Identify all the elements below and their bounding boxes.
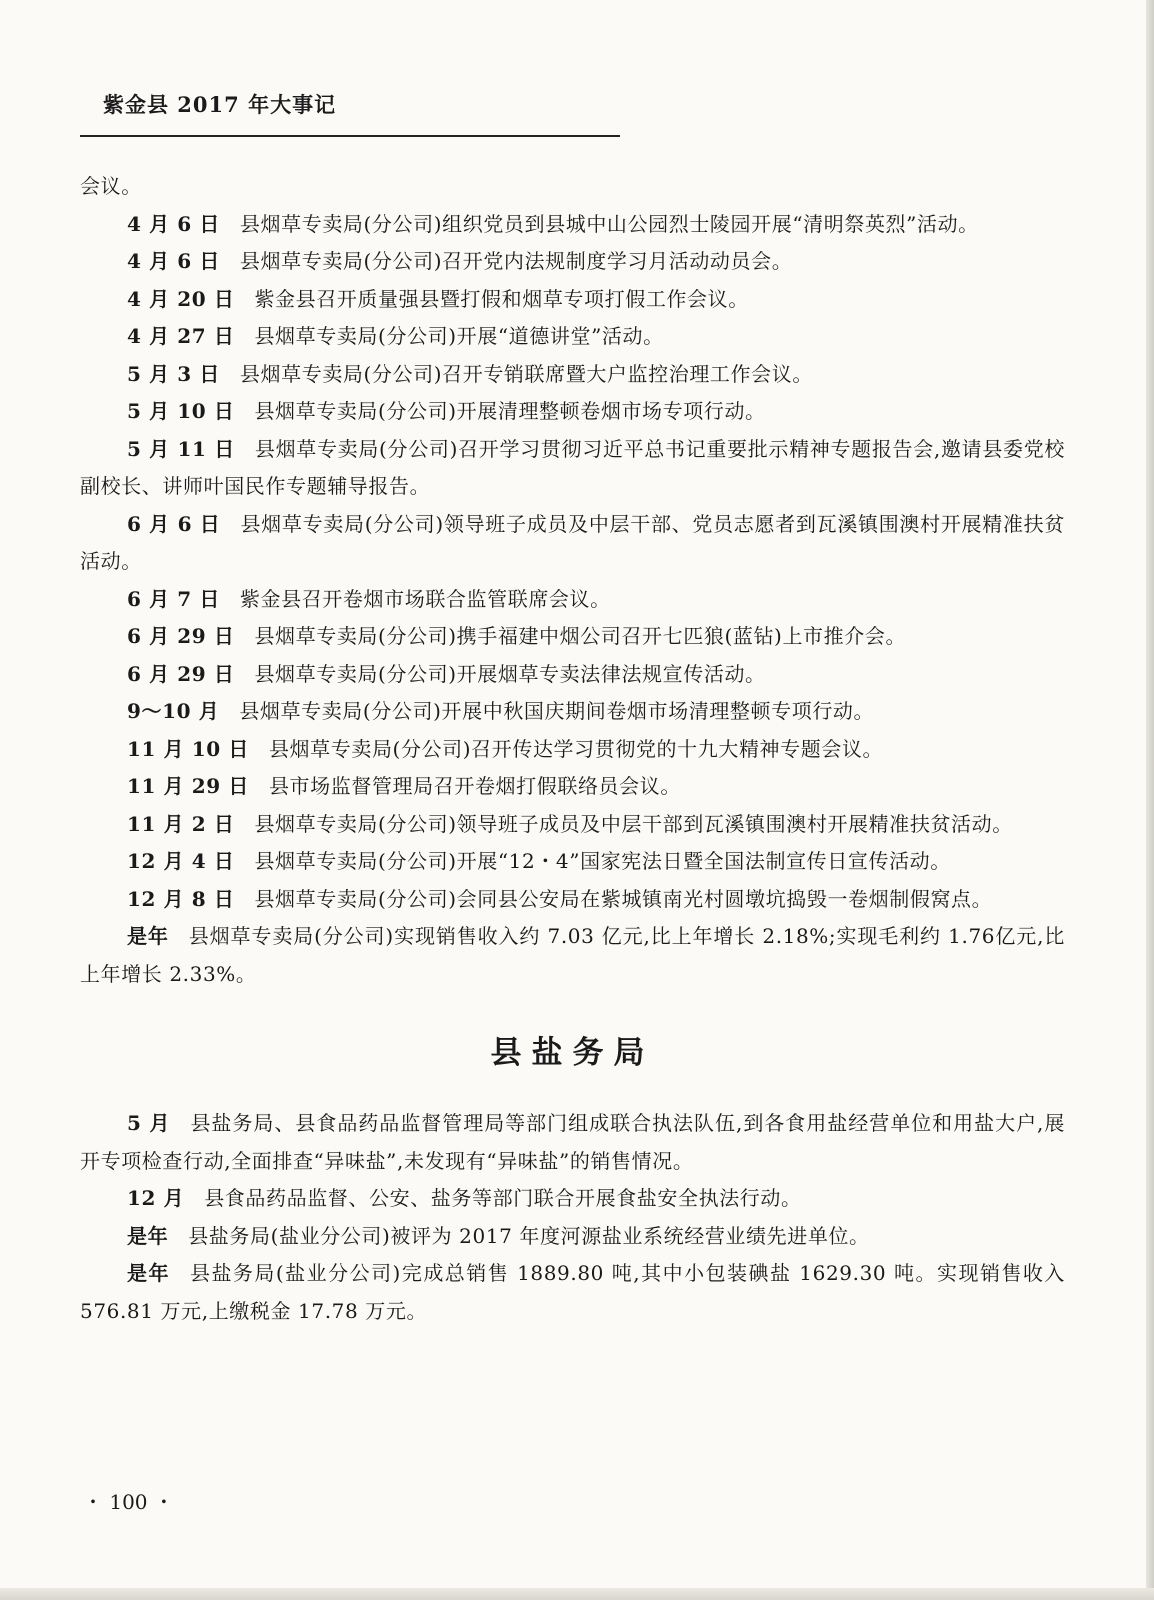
entry-text: 县烟草专卖局(分公司)开展“道德讲堂”活动。 xyxy=(254,324,664,348)
scan-edge-right xyxy=(1146,0,1154,1600)
entry-date: 是年 xyxy=(127,1261,170,1285)
entry-date: 6 月 29 日 xyxy=(127,661,235,686)
entry-date: 4 月 20 日 xyxy=(127,286,235,311)
entry-date: 6 月 29 日 xyxy=(127,624,235,648)
entry-text: 县烟草专卖局(分公司)开展烟草专卖法律法规宣传活动。 xyxy=(254,661,766,686)
entry-text: 紫金县召开质量强县暨打假和烟草专项打假工作会议。 xyxy=(254,286,749,311)
entry-date: 4 月 6 日 xyxy=(127,211,220,236)
entry-text: 县烟草专卖局(分公司)召开党内法规制度学习月活动动员会。 xyxy=(239,249,793,273)
entry-text: 县烟草专卖局(分公司)召开专销联席暨大户监控治理工作会议。 xyxy=(239,361,813,386)
entry-date: 11 月 29 日 xyxy=(127,774,249,798)
header-rule xyxy=(80,135,620,137)
entry-date: 6 月 6 日 xyxy=(127,511,221,536)
entry-text: 县烟草专卖局(分公司)开展清理整顿卷烟市场专项行动。 xyxy=(254,399,766,423)
entry-date: 5 月 xyxy=(127,1111,171,1135)
event-entry xyxy=(80,506,1065,581)
entry-date: 5 月 10 日 xyxy=(127,399,235,423)
entry-text: 县市场监督管理局召开卷烟打假联络员会议。 xyxy=(268,774,681,798)
entry-date: 12 月 4 日 xyxy=(127,849,235,873)
event-entry xyxy=(80,318,1065,356)
event-entry xyxy=(80,393,1065,431)
entry-continuation xyxy=(80,168,1065,206)
entry-text: 县食品药品监督、公安、盐务等部门联合开展食盐安全执法行动。 xyxy=(204,1186,802,1210)
event-entry xyxy=(80,243,1065,281)
entry-date: 12 月 xyxy=(127,1186,185,1210)
event-entry xyxy=(80,693,1065,731)
running-header-title: 紫金县 2017 年大事记 xyxy=(103,92,337,117)
entry-date: 4 月 27 日 xyxy=(127,324,235,348)
event-entry xyxy=(80,881,1065,919)
entry-text: 县烟草专卖局(分公司)领导班子成员及中层干部到瓦溪镇围澳村开展精准扶贫活动。 xyxy=(254,811,1013,836)
entry-text: 县烟草专卖局(分公司)召开学习贯彻习近平总书记重要批示精神专题报告会,邀请县委党校副校长、讲师叶国民作专题辅导报告。 xyxy=(80,436,1066,498)
event-entry xyxy=(80,431,1065,506)
entry-text: 县烟草专卖局(分公司)实现销售收入约 7.03 亿元,比上年增长 2.18%;实现毛利约 1.76亿元,比上年增长 2.33%。 xyxy=(80,924,1066,986)
entry-text: 县烟草专卖局(分公司)开展中秋国庆期间卷烟市场清理整顿专项行动。 xyxy=(239,699,875,723)
entry-date: 12 月 8 日 xyxy=(127,886,235,911)
entry-text: 会议。 xyxy=(80,174,142,198)
annual-summary-entry xyxy=(80,1255,1065,1330)
event-entry xyxy=(80,731,1065,769)
entry-text: 县烟草专卖局(分公司)组织党员到县城中山公园烈士陵园开展“清明祭英烈”活动。 xyxy=(239,211,979,236)
entry-date: 11 月 10 日 xyxy=(127,736,249,761)
entry-date: 5 月 11 日 xyxy=(127,436,235,461)
entry-text: 县烟草专卖局(分公司)会同县公安局在紫城镇南光村圆墩坑捣毁一卷烟制假窝点。 xyxy=(254,886,993,911)
entry-text: 县盐务局(盐业分公司)被评为 2017 年度河源盐业系统经营业绩先进单位。 xyxy=(188,1223,870,1248)
event-entry xyxy=(80,1180,1065,1218)
entry-text: 县盐务局、县食品药品监督管理局等部门组成联合执法队伍,到各食用盐经营单位和用盐大户,展开专项检查行动,全面排查“异味盐”,未发现有“异味盐”的销售情况。 xyxy=(80,1111,1066,1173)
annual-summary-entry xyxy=(80,1218,1065,1256)
entry-date: 6 月 7 日 xyxy=(127,586,220,611)
page-number: ・ 100 ・ xyxy=(83,1490,174,1514)
entry-text: 县烟草专卖局(分公司)携手福建中烟公司召开七匹狼(蓝钻)上市推介会。 xyxy=(254,624,907,648)
section-title: 县盐务局 xyxy=(490,1035,655,1071)
event-entry xyxy=(80,1105,1065,1180)
entry-text: 县烟草专卖局(分公司)开展“12・4”国家宪法日暨全国法制宣传日宣传活动。 xyxy=(254,849,951,873)
event-entry xyxy=(80,281,1065,319)
event-entry xyxy=(80,806,1065,844)
entry-date: 9～10 月 xyxy=(127,699,220,723)
entry-text: 县烟草专卖局(分公司)领导班子成员及中层干部、党员志愿者到瓦溪镇围澳村开展精准扶贫活动。 xyxy=(80,511,1065,573)
entry-date: 是年 xyxy=(127,1223,169,1248)
event-entry xyxy=(80,843,1065,881)
event-entry xyxy=(80,206,1065,244)
scan-edge-bottom xyxy=(0,1588,1154,1600)
event-entry xyxy=(80,618,1065,656)
entry-date: 5 月 3 日 xyxy=(127,361,220,386)
entry-date: 是年 xyxy=(127,924,169,948)
event-entry xyxy=(80,356,1065,394)
entry-text: 县烟草专卖局(分公司)召开传达学习贯彻党的十九大精神专题会议。 xyxy=(268,736,884,761)
document-body xyxy=(80,168,1065,1330)
event-entry xyxy=(80,768,1065,806)
entry-text: 县盐务局(盐业分公司)完成总销售 1889.80 吨,其中小包装碘盐 1629.30 吨。实现销售收入 576.81 万元,上缴税金 17.78 万元。 xyxy=(80,1261,1066,1323)
event-entry xyxy=(80,581,1065,619)
event-entry xyxy=(80,656,1065,694)
entry-date: 4 月 6 日 xyxy=(127,249,220,273)
entry-date: 11 月 2 日 xyxy=(127,811,235,836)
annual-summary-entry xyxy=(80,918,1065,993)
entry-text: 紫金县召开卷烟市场联合监管联席会议。 xyxy=(239,586,611,611)
